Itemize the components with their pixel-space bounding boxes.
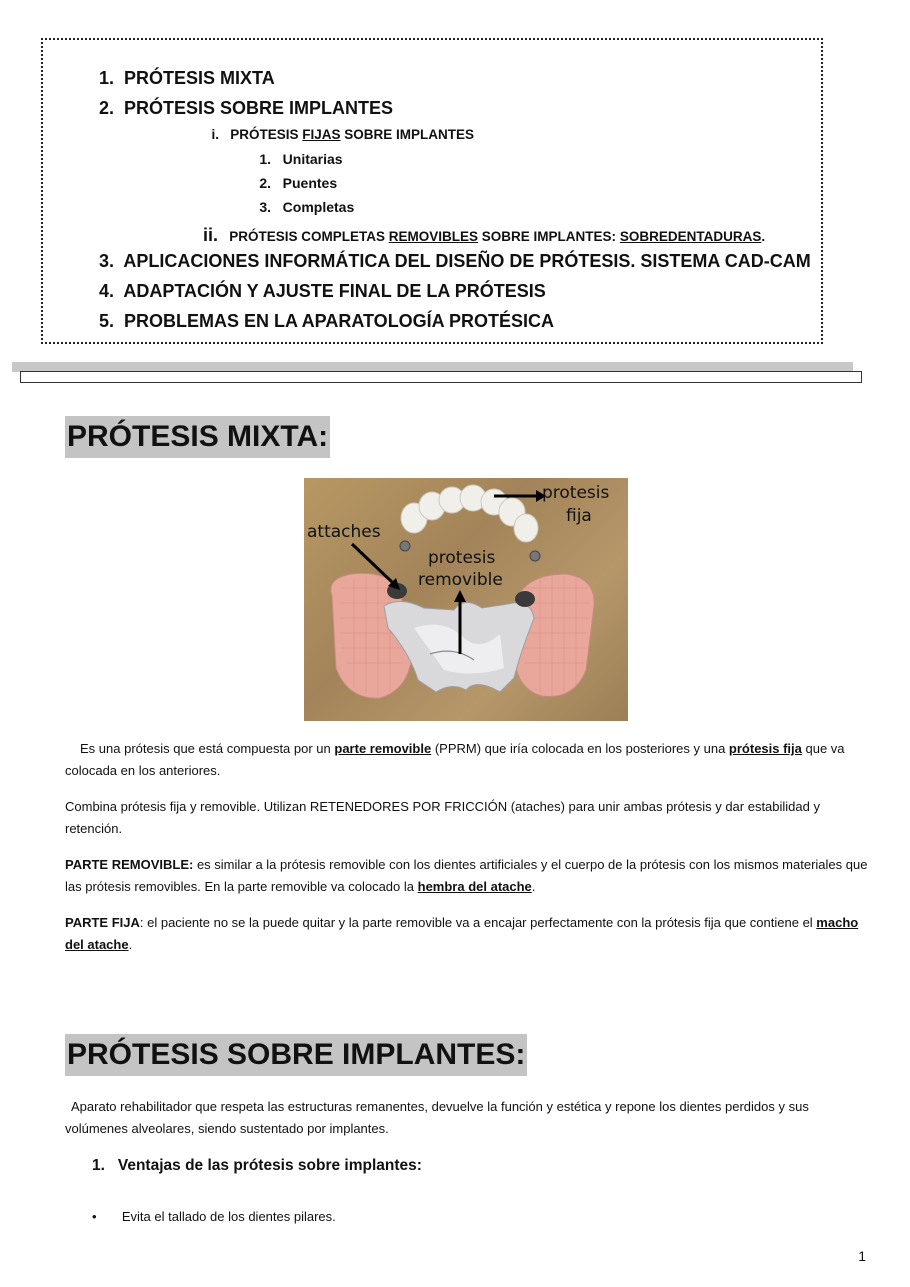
toc-subsubitem-3: 3. Completas [259, 199, 355, 215]
label-protesis-removible-2: removible [418, 570, 503, 590]
list-item: • Evita el tallado de los dientes pilares. [92, 1209, 336, 1224]
section-heading-protesis-sobre-implantes: PRÓTESIS SOBRE IMPLANTES: [65, 1034, 527, 1076]
page-number: 1 [858, 1248, 866, 1264]
bullet-icon: • [92, 1209, 97, 1224]
toc-item-3: 3. APLICACIONES INFORMÁTICA DEL DISEÑO DE PRÓTESIS. SISTEMA CAD-CAM [98, 251, 811, 271]
toc-item-2: 2. PRÓTESIS SOBRE IMPLANTES [98, 98, 394, 118]
separator-box [20, 371, 862, 383]
toc-subitem-ii: ii. PRÓTESIS COMPLETAS REMOVIBLES SOBRE IMPLANTES: SOBREDENTADURAS. [202, 225, 766, 245]
toc-item-1: 1. PRÓTESIS MIXTA [98, 68, 275, 88]
label-attaches: attaches [307, 522, 381, 542]
toc-item-5: 5. PROBLEMAS EN LA APARATOLOGÍA PROTÉSICA [98, 311, 555, 331]
label-protesis-fija-1: protesis [542, 483, 610, 503]
section-heading-protesis-mixta: PRÓTESIS MIXTA: [65, 416, 330, 458]
toc-item-4: 4. ADAPTACIÓN Y AJUSTE FINAL DE LA PRÓTESIS [98, 281, 546, 301]
paragraph-protesis-mixta-intro: Es una prótesis que está compuesta por un parte removible (PPRM) que iría colocada en los posteriores y una prótesis fija que va colocada en los anteriores. [65, 741, 845, 778]
paragraph-parte-fija: PARTE FIJA: el paciente no se la puede quitar y la parte removible va a encajar perfectamente con la prótesis fija que contiene el macho del atache. [65, 915, 859, 952]
subheading-ventajas: 1. Ventajas de las prótesis sobre implantes: [92, 1157, 422, 1174]
toc-subsubitem-1: 1. Unitarias [259, 151, 343, 167]
paragraph-aparato-rehabilitador: Aparato rehabilitador que respeta las estructuras remanentes, devuelve la función y estética y repone los dientes perdidos y sus volúmenes alveolares, siendo sustentado por implantes. [65, 1099, 809, 1136]
label-protesis-fija-2: fija [566, 506, 592, 526]
toc-subsubitem-2: 2. Puentes [259, 175, 338, 191]
paragraph-combina: Combina prótesis fija y removible. Utilizan RETENEDORES POR FRICCIÓN (ataches) para unir ambas prótesis y dar estabilidad y retención. [65, 799, 820, 836]
paragraph-parte-removible: PARTE REMOVIBLE: es similar a la prótesis removible con los dientes artificiales y el cuerpo de la prótesis con los mismos materiales que las prótesis removibles. En la parte removible va colocado la hembra del atache. [65, 857, 868, 894]
label-protesis-removible-1: protesis [428, 548, 496, 568]
toc-subitem-i: i. PRÓTESIS FIJAS SOBRE IMPLANTES [211, 127, 475, 142]
protesis-mixta-figure [304, 478, 628, 721]
